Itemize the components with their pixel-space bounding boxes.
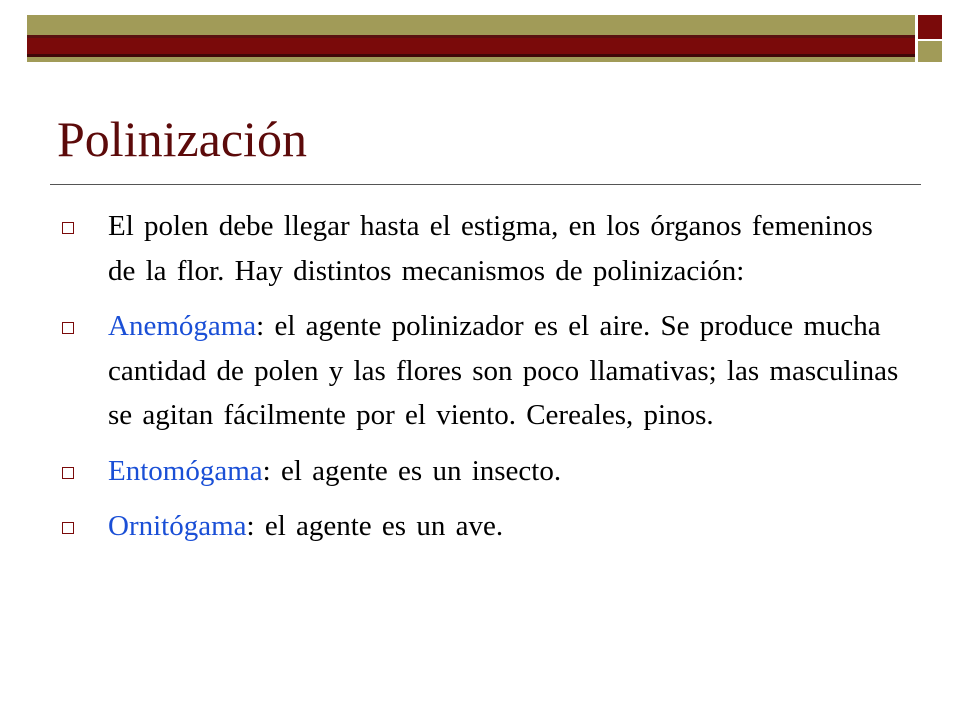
bullet-term: Ornitógama <box>108 510 247 542</box>
bar-red-stripe <box>27 38 915 54</box>
bullet-item-ornitogama <box>60 504 900 549</box>
top-decorative-bar <box>27 15 915 62</box>
bullet-item-entomogama <box>60 449 900 494</box>
hollow-square-bullet-icon <box>62 222 74 234</box>
bullet-item-intro <box>60 204 900 293</box>
bullet-term: Anemógama <box>108 310 257 342</box>
bullet-text: : el agente polinizador es el aire. Se produce mucha cantidad de polen y las flores son poco llamativas; las masculinas se agitan fácilmente por el viento. Cereales, pinos. <box>108 310 899 431</box>
bullet-text: El polen debe llegar hasta el estigma, en los órganos femeninos de la flor. Hay distintos mecanismos de polinización: <box>108 210 873 287</box>
hollow-square-bullet-icon <box>62 322 74 334</box>
bar-olive-stripe-bottom <box>27 57 915 62</box>
bullet-list <box>60 204 900 560</box>
hollow-square-bullet-icon <box>62 522 74 534</box>
bullet-term: Entomógama <box>108 454 263 487</box>
bullet-text: : el agente es un insecto. <box>262 454 562 487</box>
corner-square-red <box>918 15 942 39</box>
corner-square-olive <box>918 41 942 62</box>
slide-title: Polinización <box>57 111 307 167</box>
bullet-text: : el agente es un ave. <box>246 510 504 542</box>
bullet-item-anemogama <box>60 304 900 438</box>
title-underline <box>50 184 921 185</box>
bar-olive-stripe-top <box>27 15 915 35</box>
hollow-square-bullet-icon <box>62 467 74 479</box>
